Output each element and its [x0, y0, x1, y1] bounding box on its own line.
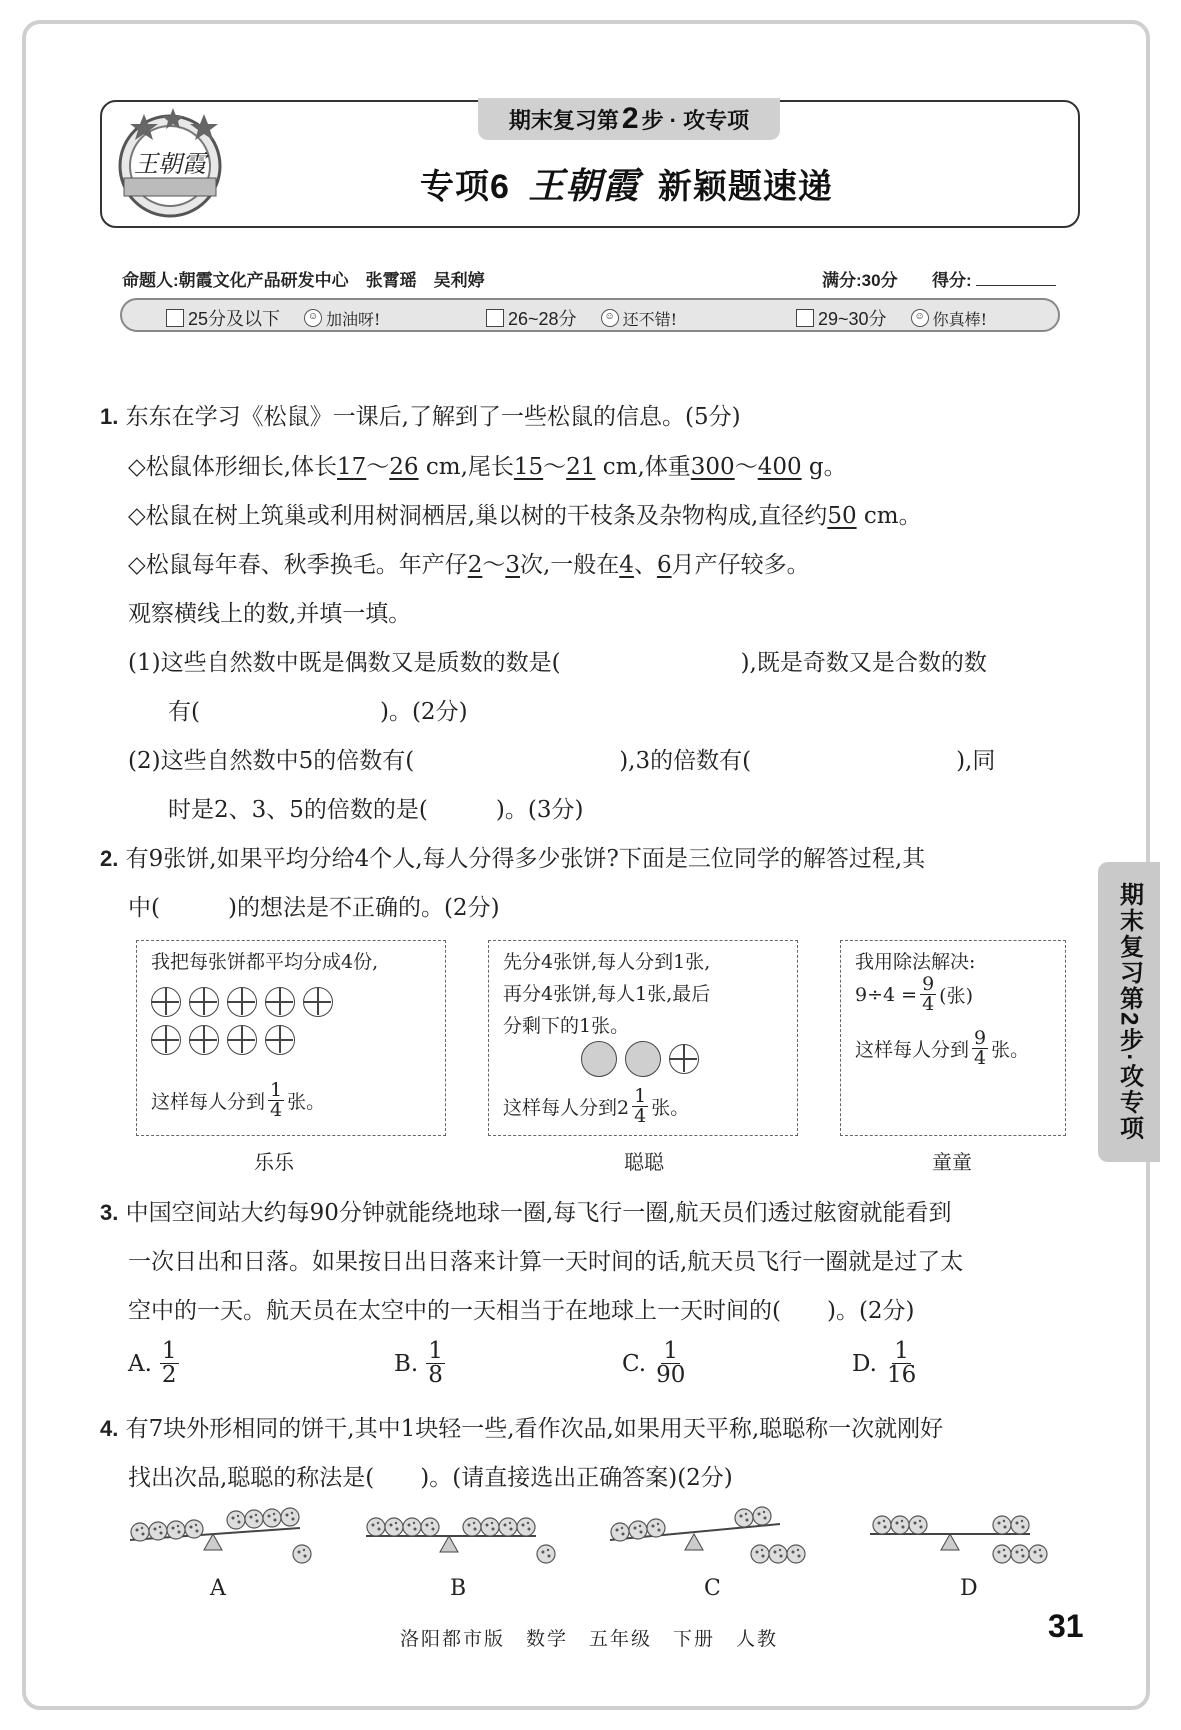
q1-observe: 观察横线上的数,并填一填。	[128, 601, 412, 627]
smiley-icon: ☺	[304, 309, 322, 327]
box2-line2: 再分4张饼,每人1张,最后	[503, 983, 711, 1005]
cut-pie-icon	[189, 1025, 219, 1055]
cut-pie-icon	[189, 987, 219, 1017]
footer-edition: 洛阳都市版 数学 五年级 下册 人教	[400, 1628, 779, 1650]
cut-pie-icon	[151, 987, 181, 1017]
q3-line2: 一次日出和日落。如果按日出日落来计算一天时间的话,航天员飞行一圈就是过了太	[128, 1249, 964, 1275]
author-line: 命题人:朝霞文化产品研发中心 张霄瑶 吴利婷	[122, 271, 485, 290]
balance-a-icon	[130, 1508, 311, 1563]
box3-equation: 9÷4 = $\frac{9}{4}$ (张)	[855, 973, 973, 1015]
q1-info3: ◇松鼠每年春、秋季换毛。年产仔2～3次,一般在4、6月产仔较多。	[128, 552, 810, 578]
banner-step: 2	[621, 102, 639, 135]
checkbox-icon[interactable]	[166, 309, 184, 327]
q2-stem-line2: 中( )的想法是不正确的。(2分)	[128, 895, 500, 921]
banner-post: 步 · 攻专项	[641, 107, 750, 133]
title-pre: 专项6	[420, 168, 510, 206]
svg-text:王朝霞: 王朝霞	[134, 150, 206, 178]
q1-part1-line1: (1)这些自然数中既是偶数又是质数的数是( ),既是奇数又是合数的数	[128, 650, 987, 676]
checkbox-icon[interactable]	[796, 309, 814, 327]
balance-label-b[interactable]: B	[450, 1576, 467, 1601]
checkbox-icon[interactable]	[486, 309, 504, 327]
q3-option-a[interactable]: A. $\frac{1}{2}$	[128, 1338, 177, 1388]
box1-line1: 我把每张饼都平均分成4份,	[151, 951, 379, 973]
q1-part2-line2: 时是2、3、5的倍数的是( )。(3分)	[168, 797, 584, 823]
solution-box-congcong	[488, 940, 798, 1136]
score-option-2[interactable]: 26~28分 ☺ 还不错!	[486, 305, 677, 331]
box2-result: 这样每人分到2 $\frac{1}{4}$ 张。	[503, 1085, 690, 1127]
whole-pie-icon	[581, 1041, 617, 1077]
score-label: 得分:	[932, 266, 1056, 291]
student-name-tongtong: 童童	[932, 1150, 972, 1174]
box3-result: 这样每人分到 $\frac{9}{4}$ 张。	[855, 1027, 1030, 1069]
box2-line3: 分剩下的1张。	[503, 1015, 630, 1037]
q1-stem: 1. 东东在学习《松鼠》一课后,了解到了一些松鼠的信息。(5分)	[100, 404, 741, 430]
banner-pre: 期末复习第	[508, 107, 619, 133]
student-name-congcong: 聪聪	[624, 1150, 664, 1174]
balance-label-d[interactable]: D	[960, 1576, 978, 1601]
cut-pie-icon	[265, 1025, 295, 1055]
q1-info2: ◇松鼠在树上筑巢或利用树洞栖居,巢以树的干枝条及杂物构成,直径约50 cm。	[128, 503, 922, 529]
box3-line1: 我用除法解决:	[855, 951, 976, 973]
score-option-1[interactable]: 25分及以下 ☺ 加油呀!	[166, 305, 380, 331]
q4-line2: 找出次品,聪聪的称法是( )。(请直接选出正确答案)(2分)	[128, 1465, 733, 1491]
q3-line3: 空中的一天。航天员在太空中的一天相当于在地球上一天时间的( )。(2分)	[128, 1298, 915, 1324]
brand-seal-logo	[110, 106, 230, 222]
balance-scales-figure	[120, 1506, 1120, 1586]
cut-pie-icon	[227, 987, 257, 1017]
balance-label-a[interactable]: A	[210, 1576, 226, 1601]
q1-part2-line1: (2)这些自然数中5的倍数有( ),3的倍数有( ),同	[128, 748, 996, 774]
side-tab: 期末复习第2步·攻专项	[1098, 862, 1160, 1162]
box1-result: 这样每人分到 $\frac{1}{4}$ 张。	[151, 1079, 326, 1121]
balance-d-icon	[870, 1516, 1047, 1563]
cut-pie-icon	[303, 987, 333, 1017]
q1-part1-line2: 有( )。(2分)	[168, 699, 468, 725]
q1-info1: ◇松鼠体形细长,体长17～26 cm,尾长15～21 cm,体重300～400 g。	[128, 454, 847, 480]
title-brand: 王朝霞	[528, 165, 640, 207]
score-bar	[120, 298, 1060, 332]
q3-option-c[interactable]: C. $\frac{1}{90}$	[622, 1338, 686, 1388]
balance-c-icon	[610, 1507, 805, 1563]
q2-stem-line1: 2. 有9张饼,如果平均分给4个人,每人分得多少张饼?下面是三位同学的解答过程,其	[100, 846, 926, 872]
balance-label-c[interactable]: C	[704, 1576, 721, 1601]
q3-option-b[interactable]: B. $\frac{1}{8}$	[394, 1338, 443, 1388]
cut-pie-icon	[669, 1044, 699, 1074]
box2-line1: 先分4张饼,每人分到1张,	[503, 951, 711, 973]
header-banner	[478, 98, 780, 140]
cut-pie-icon	[265, 987, 295, 1017]
q3-option-d[interactable]: D. $\frac{1}{16}$	[852, 1338, 917, 1388]
q3-line1: 3. 中国空间站大约每90分钟就能绕地球一圈,每飞行一圈,航天员们透过舷窗就能看到	[100, 1200, 952, 1226]
score-option-3[interactable]: 29~30分 ☺ 你真棒!	[796, 305, 987, 331]
smiley-icon: ☺	[911, 309, 929, 327]
full-score: 满分:30分	[822, 271, 898, 290]
student-name-lele: 乐乐	[254, 1150, 294, 1174]
cut-pie-icon	[151, 1025, 181, 1055]
solution-box-tongtong	[840, 940, 1066, 1136]
solution-box-lele	[136, 940, 446, 1136]
balance-b-icon	[366, 1518, 555, 1563]
q4-line1: 4. 有7块外形相同的饼干,其中1块轻一些,看作次品,如果用天平称,聪聪称一次就刚好	[100, 1416, 944, 1442]
smiley-icon: ☺	[601, 309, 619, 327]
page-number: 31	[1048, 1608, 1084, 1644]
title-post: 新颖题速递	[657, 168, 833, 206]
page-title	[420, 158, 833, 209]
cut-pie-icon	[227, 1025, 257, 1055]
whole-pie-icon	[625, 1041, 661, 1077]
